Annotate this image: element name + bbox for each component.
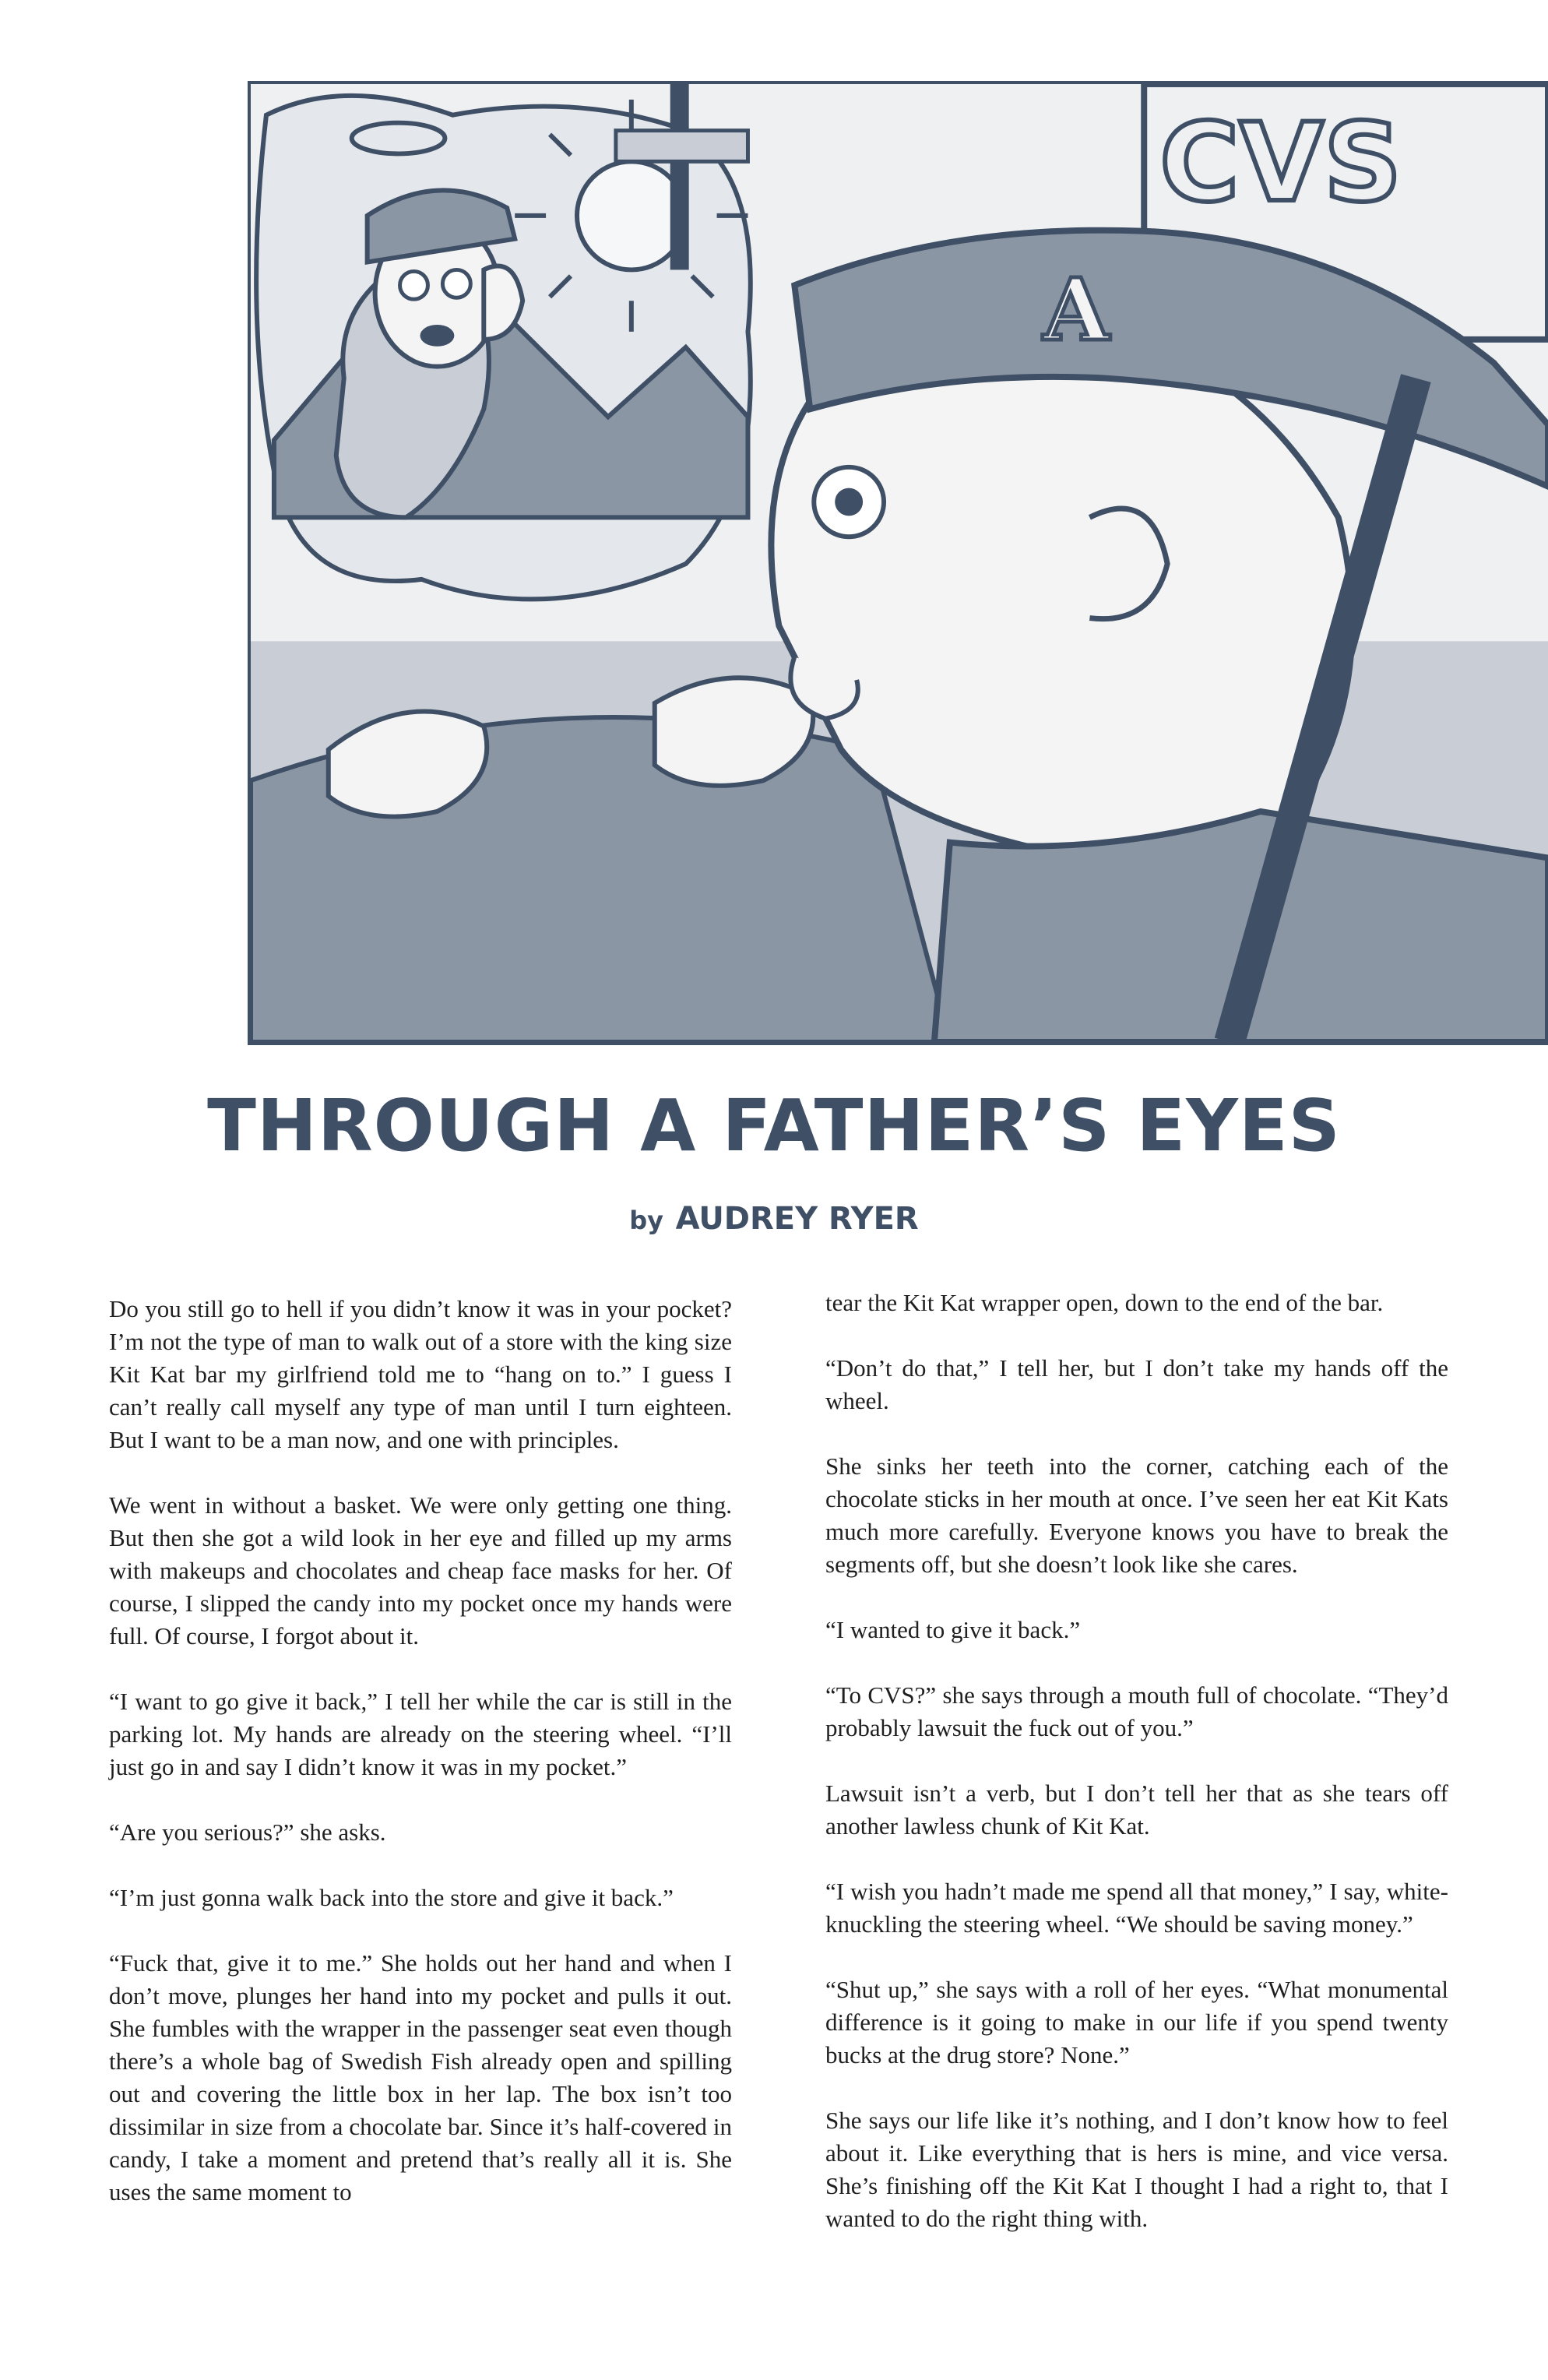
angel-eye-right [442, 269, 470, 298]
sun-icon [577, 161, 686, 269]
store-sign-text: CVS [1159, 100, 1402, 226]
paragraph: Do you still go to hell if you didn’t know it was in your pocket? I’m not the type of man to walk out of a store with the king size Kit Kat bar my girlfriend told me to “hang on to.” I guess I can’t really call myself any type of man until I turn eighteen. But I want to be a man now, and one with principles. [109, 1295, 732, 1453]
paragraph: We went in without a basket. We were only getting one thing. But then she got a wild look in her eye and filled up my arms with makeups and chocolates and cheap face masks for her. Of course, I slipped the candy into my pocket once my hands were full. Of course, I forgot about it. [109, 1491, 732, 1649]
paragraph: “To CVS?” she says through a mouth full of chocolate. “They’d probably lawsuit the fuck out of you.” [825, 1681, 1448, 1741]
comic-illustration [248, 81, 1548, 1045]
sign-pole [670, 84, 689, 269]
paragraph: “I wanted to give it back.” [825, 1616, 1081, 1643]
article-title: THROUGH A FATHER’S EYES [207, 1084, 1341, 1167]
byline-prefix: by [629, 1206, 664, 1235]
angel-eye-left [400, 271, 428, 299]
paragraph: “Shut up,” she says with a roll of her eyes. “What monumental difference is it going to make in our life if you spend twenty bucks at the drug store? None.” [825, 1976, 1448, 2068]
angel-mouth [420, 325, 454, 347]
right-column [825, 1287, 1448, 2235]
paragraph: “I wish you hadn’t made me spend all that money,” I say, white-knuckling the steering wheel. “We should be saving money.” [825, 1878, 1448, 1938]
paragraph: She sinks her teeth into the corner, catching each of the chocolate sticks in her mouth at once. I’ve seen her eat Kit Kats much more carefully. Everyone knows you have to break the segments off, but she doesn’t look like she cares. [825, 1452, 1448, 1578]
paragraph: “I’m just gonna walk back into the store and give it back.” [109, 1884, 674, 1911]
paragraph: She says our life like it’s nothing, and I don’t know how to feel about it. Like everything that is hers is mine, and vice versa. She’s finishing off the Kit Kat I thought I had a right to, that I wanted to do the right thing with. [825, 2107, 1448, 2232]
pole-sign-board [616, 131, 748, 162]
paragraph: tear the Kit Kat wrapper open, down to the end of the bar. [825, 1289, 1384, 1316]
driver-pupil [835, 488, 863, 516]
illustration-svg [251, 84, 1548, 1042]
author-name: AUDREY RYER [675, 1201, 919, 1237]
paragraph: “I want to go give it back,” I tell her while the car is still in the parking lot. My hands are already on the steering wheel. “I’ll just go in and say I didn’t know it was in my pocket.” [109, 1688, 732, 1780]
paragraph: “Fuck that, give it to me.” She holds out her hand and when I don’t move, plunges her hand into my pocket and pulls it out. She fumbles with the wrapper in the passenger seat even though there’s a whole bag of Swedish Fish already open and spilling out and covering the little box in her lap. The box isn’t too dissimilar in size from a chocolate bar. Since it’s half-covered in candy, I take a moment and pretend that’s really all it is. She uses the same moment to [109, 1949, 732, 2206]
cap-letter: A [1043, 259, 1110, 360]
left-column [109, 1293, 732, 2209]
paragraph: “Are you serious?” she asks. [109, 1818, 386, 1846]
paragraph: Lawsuit isn’t a verb, but I don’t tell her that as she tears off another lawless chunk of Kit Kat. [825, 1780, 1448, 1840]
paragraph: “Don’t do that,” I tell her, but I don’t take my hands off the wheel. [825, 1354, 1448, 1414]
byline [0, 1201, 1548, 1237]
